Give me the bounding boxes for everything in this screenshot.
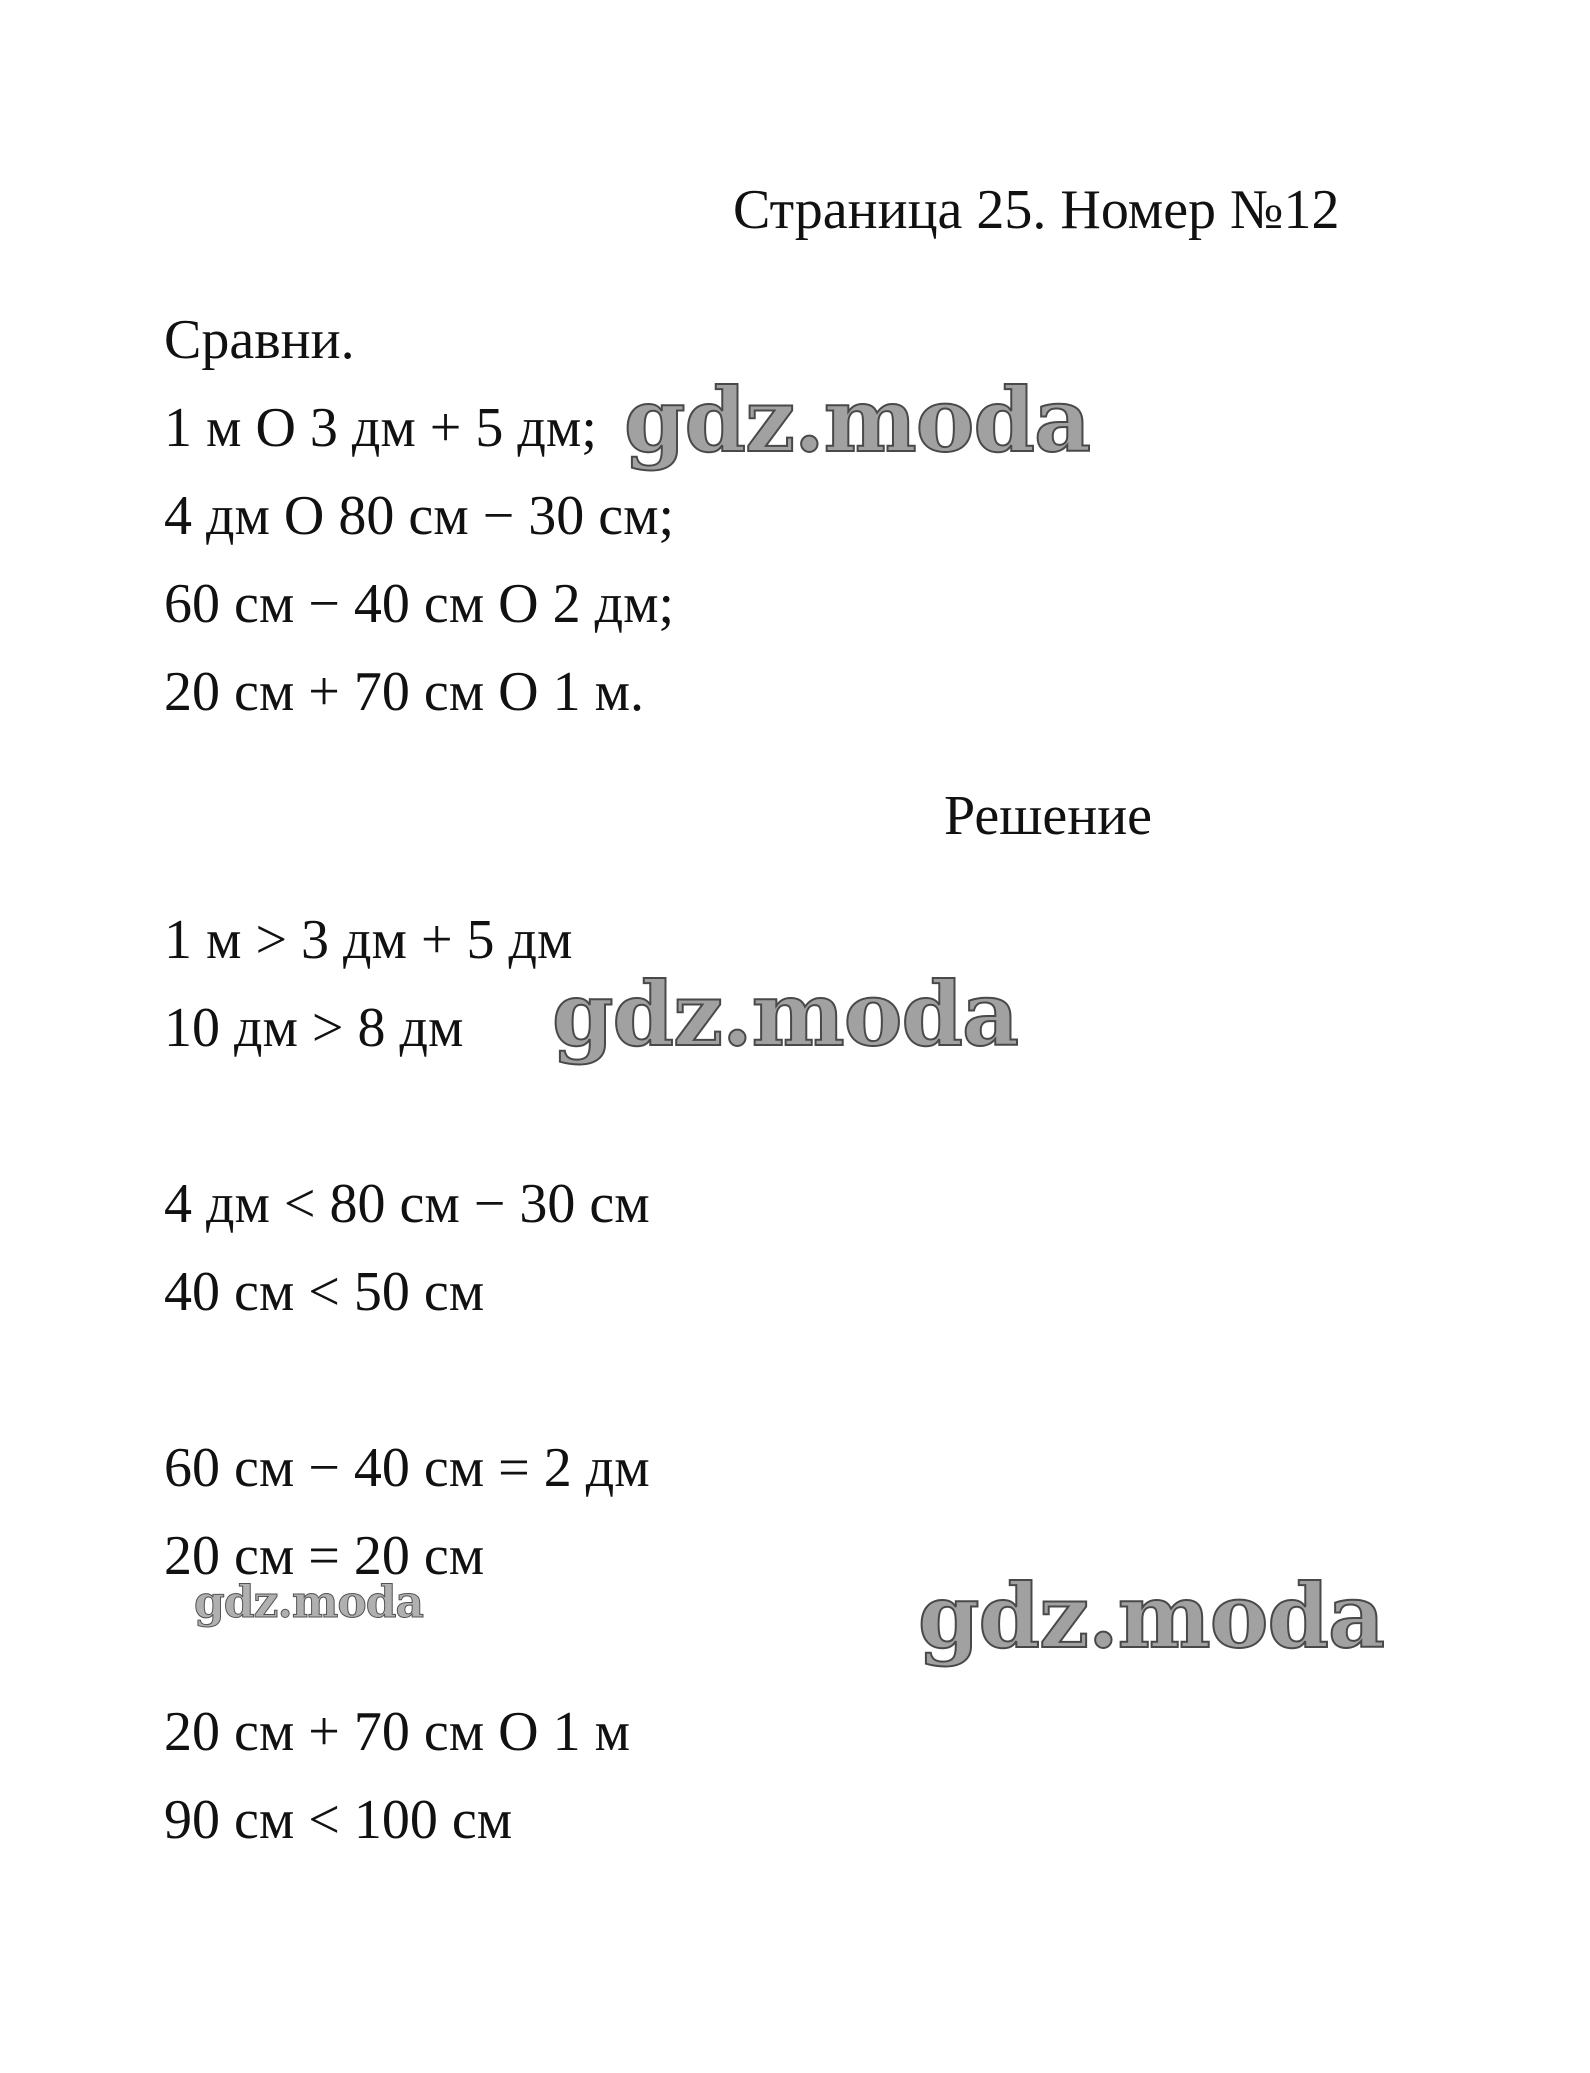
- solution-step: 60 см − 40 см = 2 дм: [164, 1437, 650, 1499]
- task-item: 4 дм О 80 см − 30 см;: [164, 485, 675, 547]
- solution-heading: Решение: [944, 785, 1153, 847]
- watermark: gdz.moda: [194, 1577, 424, 1628]
- solution-step: 20 см = 20 см: [164, 1525, 485, 1587]
- task-instruction: Сравни.: [164, 309, 355, 371]
- page-title: Страница 25. Номер №12: [733, 179, 1340, 241]
- task-item: 60 см − 40 см О 2 дм;: [164, 573, 675, 635]
- task-item: 20 см + 70 см О 1 м.: [164, 661, 645, 723]
- solution-step: 1 м > 3 дм + 5 дм: [164, 909, 573, 971]
- solution-step: 4 дм < 80 см − 30 см: [164, 1173, 650, 1235]
- solution-step: 90 см < 100 см: [164, 1789, 513, 1851]
- watermark: gdz.moda: [624, 368, 1091, 472]
- task-item: 1 м О 3 дм + 5 дм;: [164, 397, 597, 459]
- solution-step: 10 дм > 8 дм: [164, 997, 464, 1059]
- solution-step: 40 см < 50 см: [164, 1261, 485, 1323]
- solution-step: 20 см + 70 см О 1 м: [164, 1701, 631, 1763]
- watermark: gdz.moda: [552, 962, 1019, 1066]
- watermark: gdz.moda: [918, 1564, 1385, 1668]
